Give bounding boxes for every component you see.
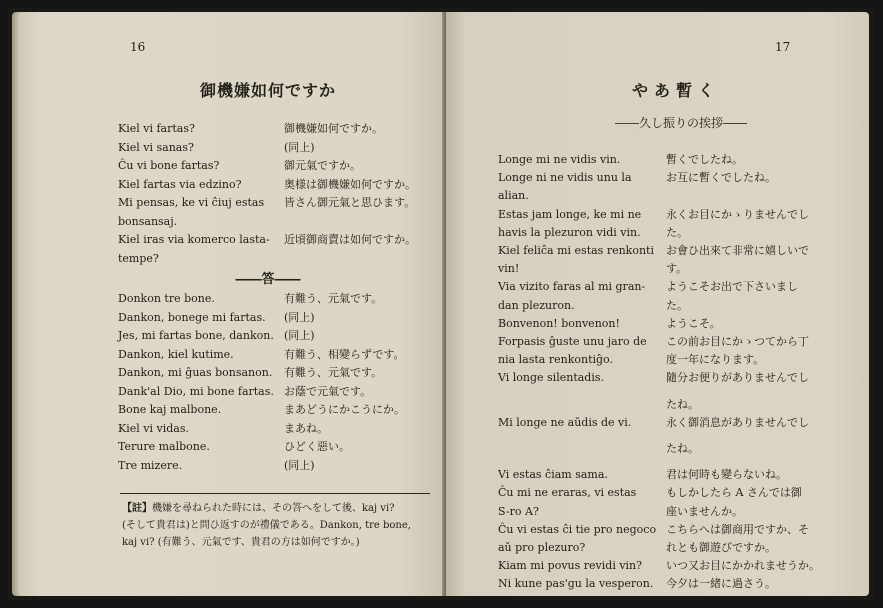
esperanto-text: Ĉu mi ne eraras, vi estas: [498, 486, 637, 500]
japanese-text: 暫くでしたね。: [666, 153, 743, 166]
esperanto-text: Kiel vi sanas?: [118, 140, 194, 154]
esperanto-text: havis la plezuron vidi vin.: [498, 225, 641, 239]
esperanto-text: tempe?: [118, 251, 159, 265]
esperanto-text: Forpasis ĝuste unu jaro de: [498, 335, 647, 348]
japanese-text: (同上): [284, 329, 315, 342]
esperanto-text: Jes, mi fartas bone, dankon.: [118, 329, 274, 342]
japanese-text: この前お目にかゝつてから丁: [666, 335, 809, 348]
esperanto-text: Via vizito faras al mi gran-: [498, 280, 646, 294]
esperanto-text: Mi pensas, ke vi ĉiuj estas: [118, 196, 265, 209]
esperanto-text: Longe mi ne vidis vin.: [498, 153, 621, 166]
japanese-text: (同上): [284, 140, 315, 154]
note-divider: [120, 493, 430, 494]
esperanto-text: vin!: [498, 262, 520, 276]
japanese-text: もしかしたら A さんでは御: [666, 486, 802, 500]
esperanto-text: Ĉu vi estas ĉi tie pro negoco: [498, 522, 657, 536]
esperanto-text: Mi longe ne aŭdis de vi.: [498, 415, 632, 429]
esperanto-text: Dankon, bonege mi fartas.: [118, 310, 266, 324]
esperanto-text: Ĉu vi bone fartas?: [118, 159, 220, 172]
japanese-text: お蔭で元氣です。: [284, 384, 372, 398]
japanese-text: す。: [666, 262, 688, 276]
esperanto-text: Terure malbone.: [118, 440, 210, 453]
note-line-3: kaj vi? (有難う、元氣です、貴君の方は如何ですか。): [122, 537, 360, 548]
japanese-text: こちらへは御商用ですか、そ: [666, 522, 809, 536]
note-line-2: (そして貴君は)と問ひ返すのが禮儀である。Dankon, tre bone,: [122, 520, 411, 531]
japanese-text: 近頃御商賣は如何ですか。: [284, 233, 416, 246]
japanese-text: お互に暫くでしたね。: [666, 171, 776, 185]
open-book: [8, 8, 875, 600]
esperanto-text: Dankon, mi ĝuas bonsanon.: [118, 366, 273, 379]
esperanto-text: Bonvenon! bonvenon!: [498, 316, 620, 330]
page-number-right: 17: [775, 40, 791, 54]
japanese-text: 永く御消息がありませんでし: [666, 415, 809, 429]
esperanto-text: aŭ pro plezuro?: [498, 541, 586, 554]
japanese-text: 君は何時も變らないね。: [666, 468, 787, 482]
japanese-text: 座いませんか。: [666, 504, 743, 518]
japanese-text: 奥様は御機嫌如何ですか。: [284, 177, 416, 191]
japanese-text: 皆さん御元氣と思ひます。: [284, 196, 416, 209]
esperanto-text: dan plezuron.: [498, 298, 575, 312]
esperanto-text: Donkon tre bone.: [118, 292, 215, 305]
esperanto-text: Dank'al Dio, mi bone fartas.: [118, 384, 274, 398]
note-tag: 【註】: [122, 503, 152, 514]
japanese-text: たね。: [666, 397, 699, 411]
japanese-text: (同上): [284, 310, 315, 324]
esperanto-text: Kiel vi vidas.: [118, 421, 189, 435]
page-subtitle-right: ――久し振りの挨拶――: [614, 116, 747, 130]
japanese-text: 隨分お便りがありませんでし: [666, 371, 809, 385]
japanese-text: たね。: [666, 442, 699, 455]
answer-heading: ――答――: [235, 272, 301, 287]
esperanto-text: Bone kaj malbone.: [118, 403, 222, 416]
japanese-text: まあどうにかこうにか。: [284, 403, 405, 416]
left-page: [18, 12, 446, 596]
esperanto-text: Dankon, kiel kutime.: [118, 347, 234, 361]
page-number-left: 16: [130, 40, 146, 54]
esperanto-text: Longe ni ne vidis unu la: [498, 171, 632, 185]
japanese-text: 有難う、相變らずです。: [284, 347, 405, 361]
esperanto-text: nia lasta renkontiĝo.: [498, 353, 613, 367]
japanese-text: た。: [666, 298, 688, 312]
esperanto-text: Estas jam longe, ke mi ne: [498, 207, 642, 221]
japanese-text: まあね。: [284, 421, 328, 435]
esperanto-text: Kiel iras via komerco lasta-: [118, 233, 270, 246]
esperanto-text: Kiam mi povus revidi vin?: [498, 559, 643, 573]
esperanto-text: alian.: [498, 189, 529, 203]
japanese-text: 有難う、元氣です。: [284, 366, 383, 379]
japanese-text: (同上): [284, 458, 315, 472]
note-block: [122, 500, 434, 551]
esperanto-text: Vi longe silentadis.: [498, 371, 604, 385]
right-page: [446, 12, 869, 596]
japanese-text: れとも御遊びですか。: [666, 541, 776, 554]
esperanto-text: Tre mizere.: [118, 458, 183, 472]
esperanto-text: Kiel feliĉa mi estas renkonti: [498, 244, 654, 257]
japanese-text: ひどく惡い。: [284, 440, 350, 453]
japanese-text: 御機嫌如何ですか。: [284, 122, 383, 135]
esperanto-text: S-ro A?: [498, 504, 539, 518]
japanese-text: 有難う、元氣です。: [284, 292, 383, 305]
esperanto-text: Ni kune pas'gu la vesperon.: [498, 577, 654, 591]
esperanto-text: Kiel fartas via edzino?: [118, 177, 242, 191]
japanese-text: た。: [666, 225, 688, 239]
esperanto-text: Vi estas ĉiam sama.: [498, 468, 608, 482]
japanese-text: ようこそお出で下さいまし: [666, 280, 798, 294]
note-line-1: 【註】機嫌を尋ねられた時には、その答へをして後、kaj vi?: [122, 503, 395, 514]
japanese-text: 御元氣ですか。: [284, 159, 361, 172]
japanese-text: ようこそ。: [666, 316, 721, 330]
japanese-text: 度一年になります。: [666, 353, 765, 367]
page-title-left: 御機嫌如何ですか: [199, 81, 336, 100]
esperanto-text: bonsansaj.: [118, 214, 178, 228]
page-title-right: やあ暫く: [631, 81, 720, 100]
esperanto-text: Kiel vi fartas?: [118, 122, 195, 135]
japanese-text: 今夕は一緒に過さう。: [666, 577, 776, 591]
japanese-text: 永くお目にかゝりませんでし: [666, 207, 809, 221]
japanese-text: お會ひ出來て非常に嬉しいで: [666, 244, 809, 257]
japanese-text: いつ又お目にかかれませうか。: [666, 559, 820, 573]
